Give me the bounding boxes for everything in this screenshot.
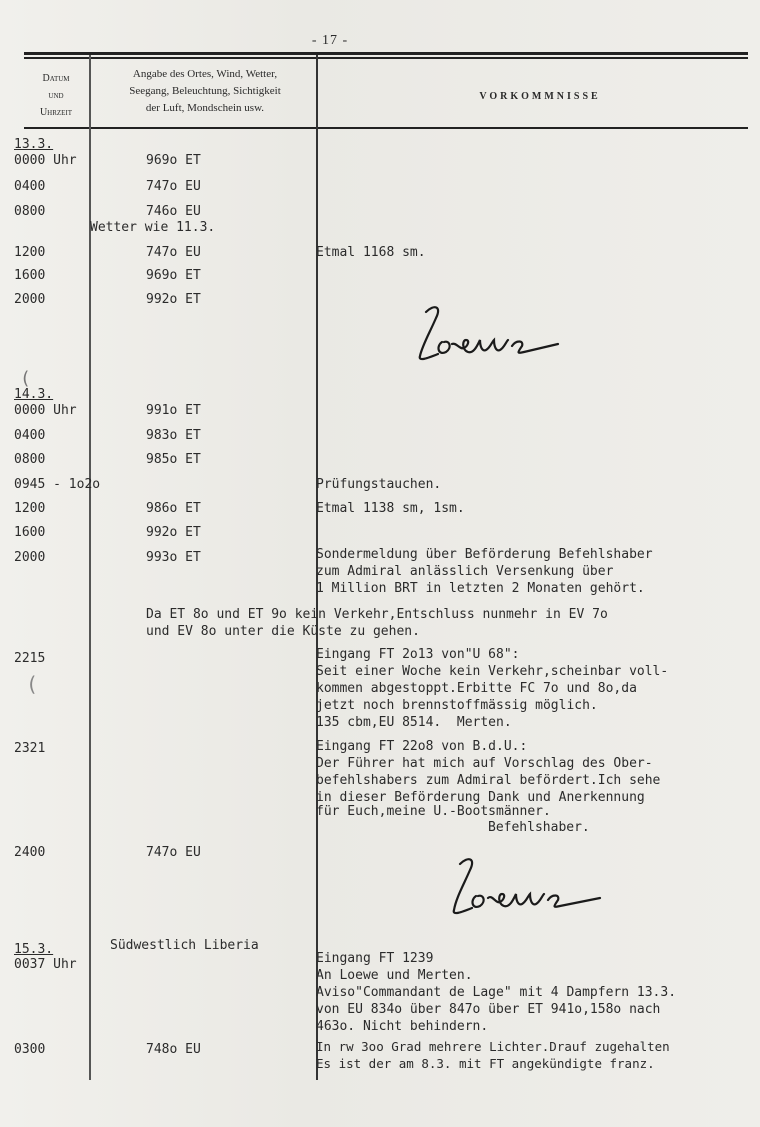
header-location-line-2: Seegang, Beleuchtung, Sichtigkeit [129, 85, 281, 97]
top-double-rule-b [24, 57, 748, 59]
top-double-rule-a [24, 52, 748, 55]
header-location-weather [94, 66, 316, 117]
date-13-3: 13.3. [14, 137, 54, 152]
margin-mark: ( [26, 672, 39, 696]
time-entry: 1200 [14, 245, 46, 260]
time-entry: 2400 [14, 845, 46, 860]
header-date-line: Datum [42, 73, 70, 84]
event-entry: Befehlshaber. [488, 820, 590, 835]
event-entry: Sondermeldung über Beförderung Befehlshaber [316, 547, 653, 562]
event-entry: in dieser Beförderung Dank und Anerkennung [316, 790, 645, 805]
signature-loewe-2 [444, 852, 614, 924]
event-entry: für Euch,meine U.-Bootsmänner. [316, 804, 551, 819]
event-entry: Der Führer hat mich auf Vorschlag des Ober- [316, 756, 653, 771]
event-entry: 1 Million BRT in letzten 2 Monaten gehört. [316, 581, 645, 596]
position-entry: 969o ET [146, 153, 201, 168]
time-entry: 0800 [14, 452, 46, 467]
header-bottom-rule [24, 127, 748, 129]
position-entry: 747o EU [146, 245, 201, 260]
event-entry: Aviso"Commandant de Lage" mit 4 Dampfern 13.3. [316, 985, 677, 1000]
position-entry: 991o ET [146, 403, 201, 418]
position-entry: 747o EU [146, 845, 201, 860]
page-number: - 17 - [311, 33, 349, 48]
position-entry: 985o ET [146, 452, 201, 467]
event-entry: 135 cbm,EU 8514. Merten. [316, 715, 512, 730]
time-entry: 2215 [14, 651, 46, 666]
header-time-line: Uhrzeit [39, 107, 73, 118]
time-entry: 0000 Uhr [14, 153, 77, 168]
header-date-time [25, 70, 87, 121]
time-entry: 0300 [14, 1042, 46, 1057]
signature-loewe-1 [412, 298, 572, 370]
time-entry: 2000 [14, 292, 46, 307]
event-entry: jetzt noch brennstoffmässig möglich. [316, 698, 598, 713]
header-occurrences: VORKOMMNISSE [479, 91, 601, 102]
time-entry: 0037 Uhr [14, 957, 77, 972]
decision-note: und EV 8o unter die Küste zu gehen. [146, 624, 420, 639]
event-entry: Eingang FT 2o13 von"U 68": [316, 647, 520, 662]
position-entry: 986o ET [146, 501, 201, 516]
event-entry: 463o. Nicht behindern. [316, 1019, 489, 1034]
time-entry: 1600 [14, 525, 46, 540]
event-entry: Prüfungstauchen. [316, 477, 442, 492]
event-entry: In rw 3oo Grad mehrere Lichter.Drauf zugehalten [316, 1039, 670, 1054]
event-entry: Etmal 1168 sm. [316, 245, 426, 260]
event-entry: Es ist der am 8.3. mit FT angekündigte franz. [316, 1056, 655, 1071]
header-location-line-3: der Luft, Mondschein usw. [145, 102, 265, 114]
column-divider-1 [89, 55, 91, 1080]
header-location-line-1: Angabe des Ortes, Wind, Wetter, [132, 68, 278, 80]
position-entry: 983o ET [146, 428, 201, 443]
event-entry: befehlshabers zum Admiral befördert.Ich sehe [316, 773, 661, 788]
position-entry: Südwestlich Liberia [110, 938, 259, 953]
position-entry: 993o ET [146, 550, 201, 565]
position-entry: 969o ET [146, 268, 201, 283]
margin-mark: ( [20, 368, 31, 389]
time-entry: 0400 [14, 428, 46, 443]
event-entry: Etmal 1138 sm, 1sm. [316, 501, 465, 516]
position-entry: 992o ET [146, 292, 201, 307]
event-entry: Seit einer Woche kein Verkehr,scheinbar voll- [316, 664, 669, 679]
time-entry: 0945 - 1o2o [14, 477, 101, 492]
position-entry: 748o EU [146, 1042, 201, 1057]
time-entry: 2000 [14, 550, 46, 565]
event-entry: von EU 834o über 847o über ET 941o,158o nach [316, 1002, 661, 1017]
time-entry: 2321 [14, 741, 46, 756]
event-entry: Eingang FT 22o8 von B.d.U.: [316, 739, 528, 754]
time-entry: 1200 [14, 501, 46, 516]
time-entry: 0800 [14, 204, 46, 219]
time-entry: 1600 [14, 268, 46, 283]
weather-entry: Wetter wie 11.3. [90, 220, 216, 235]
decision-note: Da ET 8o und ET 9o kein Verkehr,Entschluss nunmehr in EV 7o [146, 607, 608, 622]
date-15-3: 15.3. [14, 942, 54, 957]
header-and-line: und [48, 90, 64, 101]
event-entry: An Loewe und Merten. [316, 968, 473, 983]
time-entry: 0400 [14, 179, 46, 194]
time-entry: 0000 Uhr [14, 403, 77, 418]
event-entry: zum Admiral anlässlich Versenkung über [316, 564, 614, 579]
event-entry: Eingang FT 1239 [316, 951, 434, 966]
event-entry: kommen abgestoppt.Erbitte FC 7o und 8o,da [316, 681, 637, 696]
date-14-3: 14.3. [14, 387, 54, 402]
position-entry: 992o ET [146, 525, 201, 540]
position-entry: 746o EU [146, 204, 201, 219]
position-entry: 747o EU [146, 179, 201, 194]
